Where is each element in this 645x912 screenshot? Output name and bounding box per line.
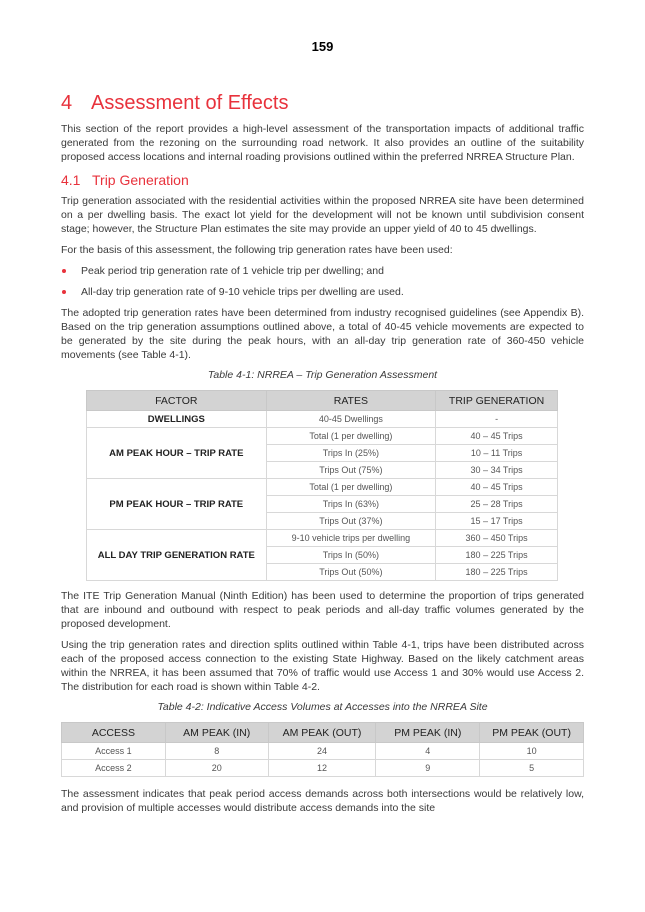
- column-header: AM PEAK (OUT): [268, 723, 376, 743]
- table-row: [62, 743, 584, 760]
- access-cell: Access 2: [62, 760, 166, 777]
- rate-cell: 40-45 Dwellings: [266, 411, 436, 428]
- section-heading: [61, 91, 584, 115]
- value-cell: 20: [165, 760, 268, 777]
- trip-cell: 40 – 45 Trips: [436, 428, 558, 445]
- bullet-list: [61, 264, 584, 299]
- rate-cell: Trips In (63%): [266, 496, 436, 513]
- access-volumes-table: [61, 722, 584, 777]
- rate-cell: 9-10 vehicle trips per dwelling: [266, 530, 436, 547]
- trip-cell: 360 – 450 Trips: [436, 530, 558, 547]
- access-cell: Access 1: [62, 743, 166, 760]
- paragraph-5: Using the trip generation rates and direction splits outlined within Table 4-1, trips have been distributed across each of the proposed access connection to the existing State Highway. Based on the likely catchment areas within the NRREA, it has been assumed that 70% of traffic would use Access 1 and 30% would use Access 2. The distribution for each road is shown within Table 4-2.: [61, 639, 584, 693]
- rate-cell: Total (1 per dwelling): [266, 428, 436, 445]
- document-body: [61, 91, 584, 822]
- paragraph-1: Trip generation associated with the residential activities within the proposed NRREA site have been determined on a per dwelling basis. The exact lot yield for the development will not be known until subdivision consent stage; however, the Structure Plan estimates the site may provide an upper yield of 40 to 45 dwellings.: [61, 195, 584, 235]
- column-header: PM PEAK (OUT): [480, 723, 584, 743]
- list-item: Peak period trip generation rate of 1 vehicle trip per dwelling; and: [61, 264, 584, 278]
- paragraph-6: The assessment indicates that peak period access demands across both intersections would be relatively low, and provision of multiple accesses would distribute access demands into the site: [61, 788, 584, 814]
- paragraph-4: The ITE Trip Generation Manual (Ninth Edition) has been used to determine the proportion of trips generated that are inbound and outbound with respect to peak periods and all-day traffic volumes generated by the proposed development.: [61, 590, 584, 630]
- factor-cell: DWELLINGS: [87, 411, 267, 428]
- table-header-row: [87, 391, 558, 411]
- column-header: PM PEAK (IN): [376, 723, 480, 743]
- factor-cell: PM PEAK HOUR – TRIP RATE: [87, 479, 267, 530]
- bullet-icon: [62, 269, 66, 273]
- rate-cell: Trips Out (50%): [266, 564, 436, 581]
- paragraph-3: The adopted trip generation rates have been determined from industry recognised guidelines (see Appendix B). Based on the trip generation assumptions outlined above, a total of 40-45 vehicle movements are expected to be generated by the site during the peak hours, with an all-day trip generation rate of 360-450 vehicle movements (see Table 4-1).: [61, 307, 584, 361]
- column-header: TRIP GENERATION: [436, 391, 558, 411]
- paragraph-2: For the basis of this assessment, the following trip generation rates have been used:: [61, 244, 453, 256]
- intro-paragraph: This section of the report provides a high-level assessment of the transportation impacts of additional traffic generated from the rezoning on the surrounding road network. It also provides an outline of the suitability proposed access locations and internal roading provisions outlined within the preferred NRREA Structure Plan.: [61, 123, 584, 163]
- trip-cell: -: [436, 411, 558, 428]
- trip-cell: 10 – 11 Trips: [436, 445, 558, 462]
- subsection-title: Trip Generation: [92, 172, 189, 188]
- table-row: [62, 760, 584, 777]
- value-cell: 12: [268, 760, 376, 777]
- column-header: FACTOR: [87, 391, 267, 411]
- value-cell: 5: [480, 760, 584, 777]
- rate-cell: Trips Out (37%): [266, 513, 436, 530]
- value-cell: 4: [376, 743, 480, 760]
- trip-cell: 15 – 17 Trips: [436, 513, 558, 530]
- rate-cell: Trips In (25%): [266, 445, 436, 462]
- table-row: [87, 428, 558, 445]
- bullet-icon: [62, 290, 66, 294]
- trip-cell: 40 – 45 Trips: [436, 479, 558, 496]
- column-header: RATES: [266, 391, 436, 411]
- trip-generation-table: [86, 390, 558, 581]
- trip-cell: 25 – 28 Trips: [436, 496, 558, 513]
- section-title: Assessment of Effects: [91, 92, 289, 114]
- rate-cell: Trips Out (75%): [266, 462, 436, 479]
- value-cell: 8: [165, 743, 268, 760]
- value-cell: 9: [376, 760, 480, 777]
- section-number: 4: [61, 92, 73, 114]
- page-number: 159: [311, 39, 334, 54]
- table-header-row: [62, 723, 584, 743]
- subsection-number: 4.1: [61, 172, 81, 188]
- factor-cell: ALL DAY TRIP GENERATION RATE: [87, 530, 267, 581]
- list-item: All-day trip generation rate of 9-10 vehicle trips per dwelling are used.: [61, 285, 584, 299]
- column-header: AM PEAK (IN): [165, 723, 268, 743]
- trip-cell: 180 – 225 Trips: [436, 547, 558, 564]
- column-header: ACCESS: [62, 723, 166, 743]
- trip-cell: 180 – 225 Trips: [436, 564, 558, 581]
- table-row: [87, 530, 558, 547]
- value-cell: 10: [480, 743, 584, 760]
- factor-cell: AM PEAK HOUR – TRIP RATE: [87, 428, 267, 479]
- table-row: [87, 479, 558, 496]
- table-2-caption: Table 4-2: Indicative Access Volumes at Accesses into the NRREA Site: [157, 701, 488, 713]
- table-row: [87, 411, 558, 428]
- rate-cell: Trips In (50%): [266, 547, 436, 564]
- trip-cell: 30 – 34 Trips: [436, 462, 558, 479]
- subsection-heading: [61, 171, 584, 189]
- rate-cell: Total (1 per dwelling): [266, 479, 436, 496]
- table-1-caption: Table 4-1: NRREA – Trip Generation Assessment: [207, 369, 438, 381]
- value-cell: 24: [268, 743, 376, 760]
